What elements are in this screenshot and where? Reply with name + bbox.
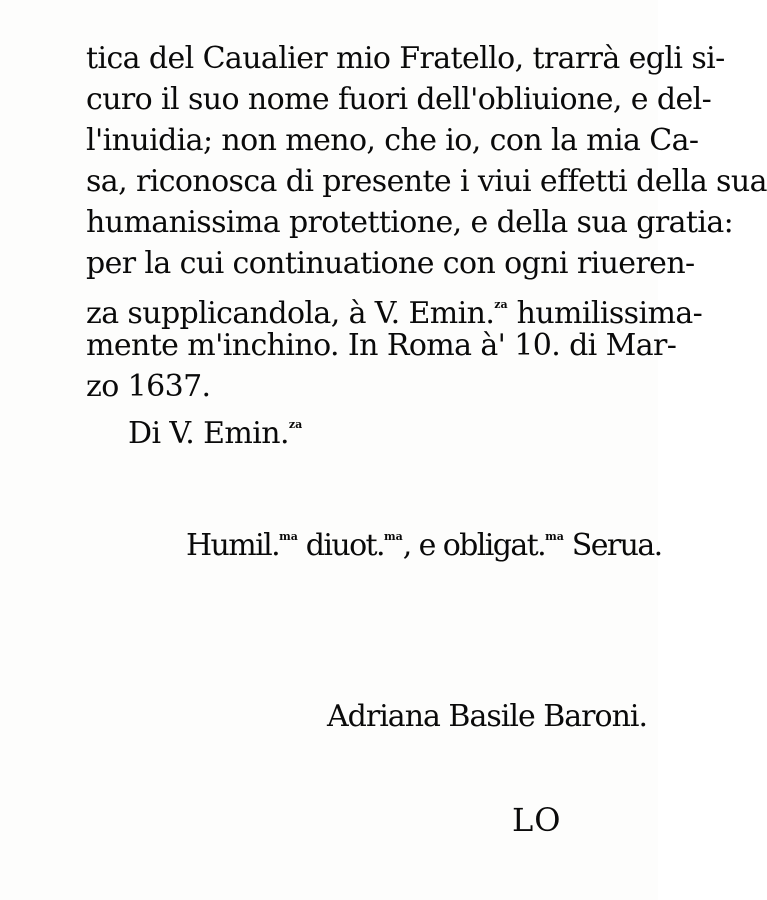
- salutation: [128, 404, 302, 454]
- text-line: mente m'inchino. In Roma à' 10. di Mar-: [86, 328, 677, 363]
- text-line: curo il suo nome fuori dell'obliuione, e del-: [86, 82, 712, 117]
- salutation-text: Di V. Emin.: [128, 416, 289, 451]
- superscript-abbreviation: ma: [279, 530, 298, 543]
- text-line: sa, riconosca di presente i viui effetti della sua: [86, 164, 767, 199]
- superscript-abbreviation: za: [288, 418, 303, 431]
- text-segment: humilissima-: [507, 296, 703, 331]
- text-line: humanissima protettione, e della sua gratia:: [86, 205, 734, 240]
- closing-text: Humil.: [186, 528, 280, 563]
- text-line: zo 1637.: [86, 369, 211, 404]
- text-line: per la cui continuatione con ogni riueren-: [86, 246, 695, 281]
- closing-text: Serua.: [563, 528, 662, 563]
- text-line: tica del Caualier mio Fratello, trarrà egli si-: [86, 41, 725, 76]
- closing-text: , e obligat.: [402, 528, 546, 563]
- catchword: LO: [512, 801, 562, 839]
- closing-formula: [186, 516, 662, 566]
- closing-text: diuot.: [297, 528, 384, 563]
- superscript-abbreviation: ma: [383, 530, 403, 543]
- superscript-abbreviation: ma: [545, 530, 564, 543]
- text-line: l'inuidia; non meno, che io, con la mia Ca-: [86, 123, 699, 158]
- text-line: [86, 284, 703, 331]
- letter-body: [86, 38, 767, 407]
- signature: Adriana Basile Baroni.: [327, 699, 648, 734]
- text-segment: za supplicandola, à V. Emin.: [86, 296, 495, 331]
- superscript-abbreviation: za: [494, 298, 508, 311]
